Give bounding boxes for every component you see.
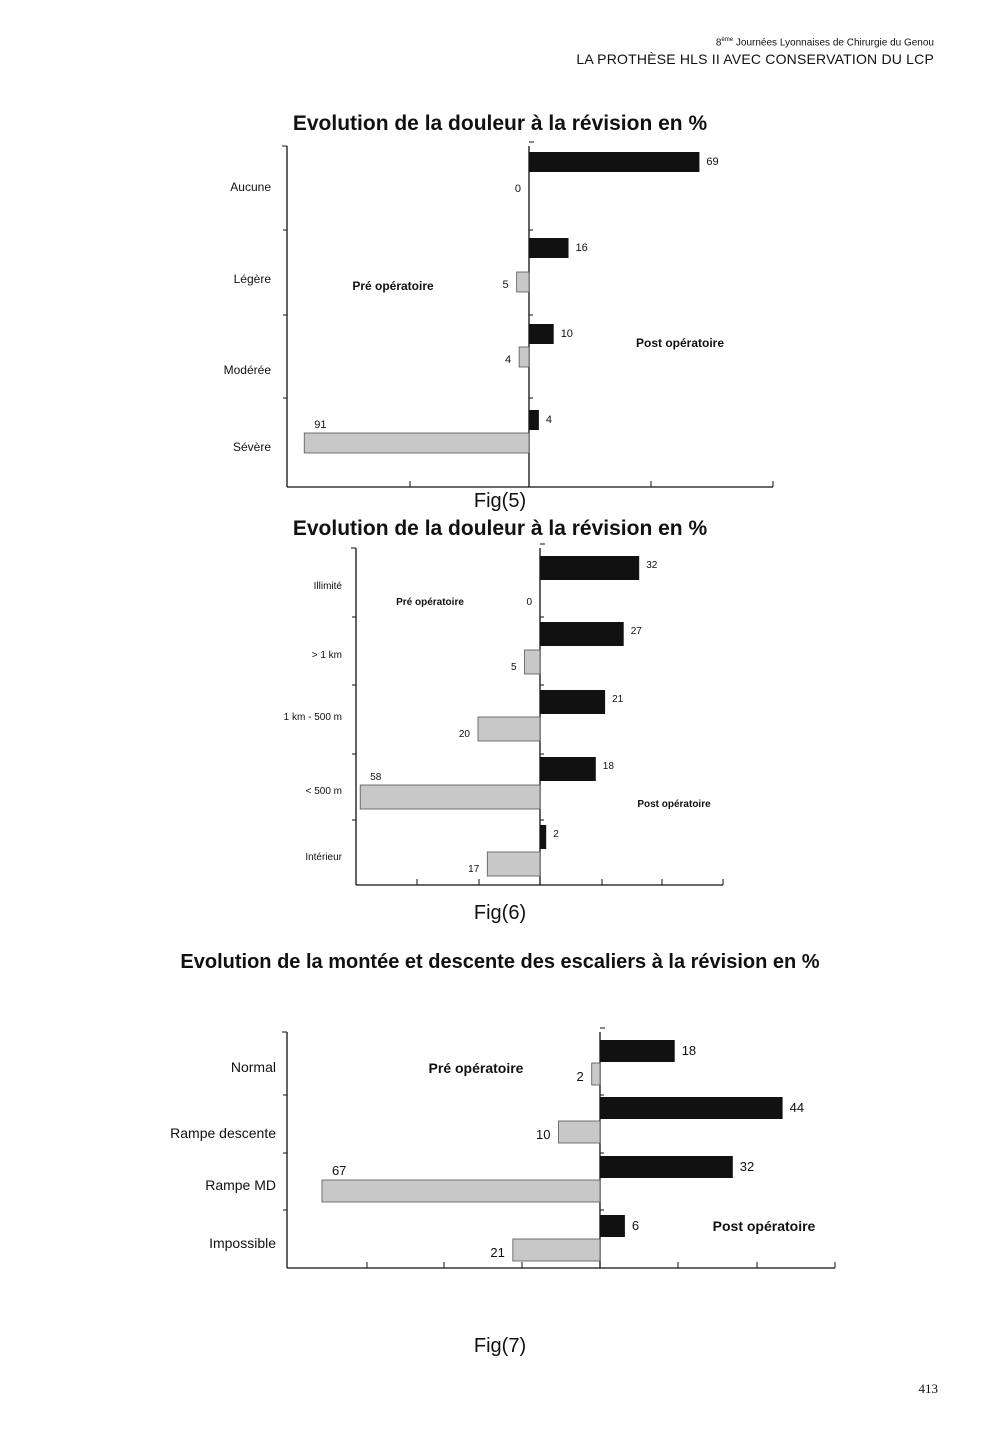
fig5-pre-value-label: 4 [504,354,512,366]
fig6-post-value-label: 32 [646,560,658,571]
fig6-caption: Fig(6) [473,902,527,924]
running-header-line2: LA PROTHÈSE HLS II AVEC CONSERVATION DU LCP [576,51,934,67]
fig5-post-value-label: 4 [545,414,553,426]
fig6-post-value-label: 21 [612,694,624,705]
fig7-category-label: Rampe MD [205,1177,276,1193]
fig7-pre-value-label: 67 [331,1163,347,1178]
fig7-pre-value-label: 21 [490,1245,505,1260]
fig7-post-value-label: 44 [789,1100,805,1115]
fig7-pre-bar [322,1180,600,1202]
fig6-post-value-label: 27 [630,626,642,637]
fig5-pre-series-label: Pré opératoire [352,279,434,293]
fig5-pre-value-label: 91 [314,419,327,431]
fig7-pre-bar [513,1239,600,1261]
fig5-category-label: Sévère [232,440,271,454]
fig5-pre-value-label: 5 [502,279,509,291]
page-number: 413 [918,1381,938,1396]
fig6-pre-value-label: 5 [510,662,517,673]
fig7-post-bar [600,1156,733,1178]
fig6-category-label: Illimité [313,581,342,592]
fig5-category-label: Modérée [223,363,271,377]
fig6-pre-value-label: 20 [458,729,470,740]
fig6-post-series-label: Post opératoire [637,799,711,810]
fig6-post-value-label: 18 [602,761,614,772]
fig7-pre-value-label: 2 [576,1069,584,1084]
fig6-title: Evolution de la douleur à la révision en % [292,517,708,540]
fig7-post-series-label: Post opératoire [712,1218,816,1234]
fig6-pre-value-label: 58 [370,772,382,783]
fig5-post-value-label: 10 [560,328,573,340]
fig7-caption: Fig(7) [473,1335,527,1357]
fig5-pre-value-label: 0 [514,183,521,195]
fig7-pre-series-label: Pré opératoire [428,1060,524,1076]
fig5-post-series-label: Post opératoire [635,336,725,350]
fig7-pre-value-label: 10 [536,1127,551,1142]
fig7-category-label: Rampe descente [170,1125,276,1141]
fig7-post-bar [600,1097,783,1119]
fig7-pre-bar [559,1121,601,1143]
fig7-category-label: Impossible [209,1235,276,1251]
fig5-post-value-label: 16 [575,242,588,254]
fig7-title: Evolution de la montée et descente des escaliers à la révision en % [180,951,820,973]
fig6-category-label: < 500 m [305,786,342,797]
fig7-category-label: Normal [230,1059,276,1075]
fig6-category-label: Intérieur [305,852,342,863]
fig7-post-bar [600,1215,625,1237]
fig6-post-value-label: 2 [553,829,559,840]
fig5-post-value-label: 69 [706,156,719,168]
fig7-post-value-label: 18 [681,1043,697,1058]
running-header-line1: 8ème Journées Lyonnaises de Chirurgie du Genou [715,37,934,49]
fig6-category-label: 1 km - 500 m [283,712,342,723]
fig7-post-bar [600,1040,675,1062]
fig5-category-label: Légère [233,272,271,286]
fig6-pre-series-label: Pré opératoire [396,597,464,608]
fig5-title: Evolution de la douleur à la révision en % [292,112,708,135]
fig6-pre-value-label: 0 [526,597,532,608]
fig7-post-value-label: 32 [739,1159,755,1174]
fig7-post-value-label: 6 [631,1218,640,1233]
fig6-category-label: > 1 km [311,650,342,661]
fig6-pre-value-label: 17 [468,864,480,875]
fig7-pre-bar [592,1063,600,1085]
fig5-caption: Fig(5) [473,490,527,512]
fig5-category-label: Aucune [230,180,271,194]
